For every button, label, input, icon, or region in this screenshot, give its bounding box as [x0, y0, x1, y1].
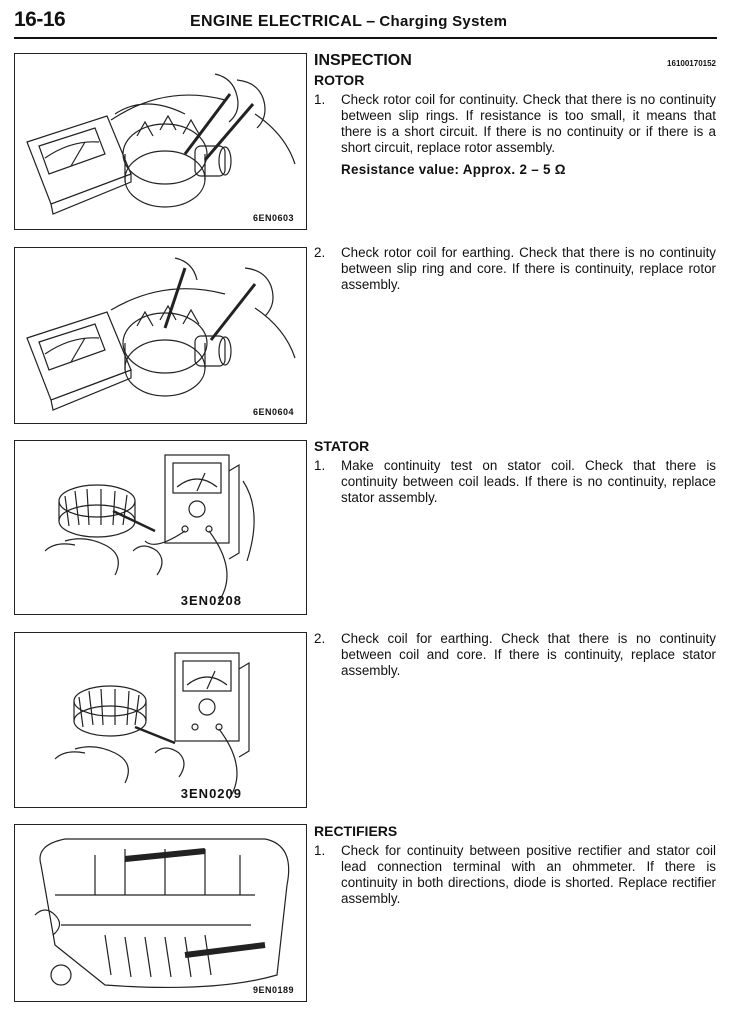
inspection-heading: INSPECTION: [314, 52, 412, 69]
stator-heading: STATOR: [314, 438, 370, 454]
figure-stator-earthing: [14, 632, 307, 808]
step-number: 1.: [314, 843, 326, 858]
resistance-value: Resistance value: Approx. 2 – 5 Ω: [341, 162, 566, 177]
header-rule: [14, 37, 717, 39]
figure-rectifier: [14, 824, 307, 1002]
stator-continuity-illustration: [15, 441, 308, 616]
rectifier-illustration: [15, 825, 308, 1003]
stator-step-2: [314, 631, 716, 679]
step-text: Check coil for earthing. Check that there is no continuity between coil and core. If there is continuity, replace stator assembly.: [341, 631, 716, 678]
rotor-step-2: [314, 245, 716, 293]
page-number: 16-16: [14, 8, 66, 31]
step-number: 1.: [314, 458, 326, 473]
page-title: [190, 13, 507, 31]
figure-rotor-continuity: [14, 53, 307, 230]
rotor-step-1: [314, 92, 716, 156]
rectifiers-heading: RECTIFIERS: [314, 823, 398, 839]
rotor-heading: ROTOR: [314, 72, 365, 88]
inspection-section: [314, 52, 716, 177]
figure-code: 3EN0209: [180, 786, 242, 801]
stator-earthing-illustration: [15, 633, 308, 809]
stator-section: [314, 438, 716, 506]
step-text: Check rotor coil for continuity. Check that there is no continuity between slip rings. If resistance is too small, it means that there is a short circuit. If there is no continuity or if there is a short circuit, replace rotor assembly.: [341, 92, 716, 155]
figure-stator-continuity: [14, 440, 307, 615]
figure-code: 3EN0208: [180, 593, 242, 608]
figure-code: 6EN0603: [252, 213, 294, 223]
step-number: 2.: [314, 631, 326, 646]
subsection-title: Charging System: [379, 13, 508, 30]
step-text: Check for continuity between positive rectifier and stator coil lead connection terminal with an ohmmeter. If there is continuity in both directions, diode is shorted. Replace rectifier assembly.: [341, 843, 716, 906]
rectifiers-section: [314, 823, 716, 907]
figure-rotor-earthing: [14, 247, 307, 424]
rotor-earthing-section: [314, 245, 716, 293]
stator-step-1: [314, 458, 716, 506]
section-title: ENGINE ELECTRICAL: [190, 13, 363, 30]
step-number: 2.: [314, 245, 326, 260]
step-text: Check rotor coil for earthing. Check that there is no continuity between slip ring and core. If there is continuity, replace rotor assembly.: [341, 245, 716, 292]
figure-code: 9EN0189: [252, 985, 294, 995]
step-number: 1.: [314, 92, 326, 107]
stator-earthing-section: [314, 631, 716, 679]
rotor-continuity-illustration: [15, 54, 308, 231]
step-text: Make continuity test on stator coil. Check that there is continuity between coil leads. If there is no continuity, replace stator assembly.: [341, 458, 716, 505]
figure-code: 6EN0604: [252, 407, 294, 417]
rotor-earthing-illustration: [15, 248, 308, 425]
document-id: 16100170152: [667, 59, 716, 68]
rectifiers-step-1: [314, 843, 716, 907]
title-dash: –: [366, 13, 376, 30]
